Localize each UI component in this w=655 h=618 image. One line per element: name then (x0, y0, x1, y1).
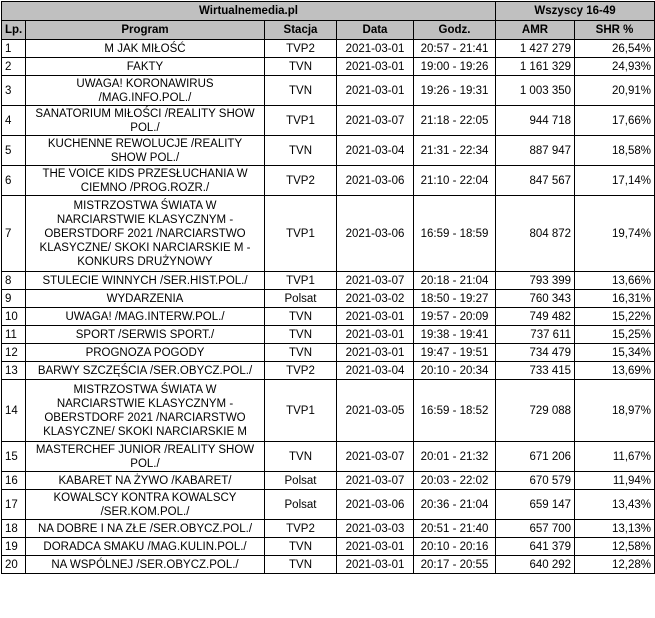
row-lp: 16 (2, 472, 26, 490)
row-lp: 14 (2, 380, 26, 442)
row-date: 2021-03-01 (337, 40, 414, 58)
row-shr: 12,58% (575, 538, 655, 556)
row-lp: 20 (2, 556, 26, 574)
row-time: 20:03 - 22:02 (414, 472, 496, 490)
row-time: 19:47 - 19:51 (414, 344, 496, 362)
table-row (2, 490, 655, 520)
row-program: WYDARZENIA (26, 290, 265, 308)
row-station: TVP2 (265, 40, 337, 58)
row-lp: 18 (2, 520, 26, 538)
row-amr: 1 161 329 (496, 58, 575, 76)
col-time-header: Godz. (414, 21, 496, 40)
row-shr: 20,91% (575, 76, 655, 106)
row-program: UWAGA! KORONAWIRUS /MAG.INFO.POL./ (26, 76, 265, 106)
row-date: 2021-03-06 (337, 196, 414, 272)
row-amr: 640 292 (496, 556, 575, 574)
row-lp: 8 (2, 272, 26, 290)
row-program: KUCHENNE REWOLUCJE /REALITY SHOW POL./ (26, 136, 265, 166)
row-amr: 760 343 (496, 290, 575, 308)
row-time: 19:00 - 19:26 (414, 58, 496, 76)
row-program: KOWALSCY KONTRA KOWALSCY /SER.KOM.POL./ (26, 490, 265, 520)
table-row (2, 538, 655, 556)
row-station: TVN (265, 556, 337, 574)
source-header: Wirtualnemedia.pl (2, 2, 496, 21)
row-shr: 15,25% (575, 326, 655, 344)
row-shr: 18,58% (575, 136, 655, 166)
row-date: 2021-03-07 (337, 106, 414, 136)
row-date: 2021-03-01 (337, 538, 414, 556)
row-shr: 13,66% (575, 272, 655, 290)
row-date: 2021-03-01 (337, 76, 414, 106)
row-amr: 847 567 (496, 166, 575, 196)
row-lp: 5 (2, 136, 26, 166)
row-lp: 3 (2, 76, 26, 106)
row-shr: 26,54% (575, 40, 655, 58)
row-time: 16:59 - 18:59 (414, 196, 496, 272)
row-station: TVP1 (265, 380, 337, 442)
table-row (2, 272, 655, 290)
row-station: TVN (265, 538, 337, 556)
row-program: FAKTY (26, 58, 265, 76)
row-lp: 15 (2, 442, 26, 472)
row-program: NA WSPÓLNEJ /SER.OBYCZ.POL./ (26, 556, 265, 574)
row-amr: 737 611 (496, 326, 575, 344)
table-row (2, 166, 655, 196)
row-program: UWAGA! /MAG.INTERW.POL./ (26, 308, 265, 326)
row-amr: 793 399 (496, 272, 575, 290)
row-time: 20:57 - 21:41 (414, 40, 496, 58)
row-station: TVN (265, 76, 337, 106)
row-lp: 4 (2, 106, 26, 136)
row-program: MASTERCHEF JUNIOR /REALITY SHOW POL./ (26, 442, 265, 472)
row-station: TVN (265, 136, 337, 166)
row-amr: 734 479 (496, 344, 575, 362)
row-shr: 19,74% (575, 196, 655, 272)
row-date: 2021-03-06 (337, 490, 414, 520)
row-program: MISTRZOSTWA ŚWIATA W NARCIARSTWIE KLASYCZNYM - OBERSTDORF 2021 /NARCIARSTWO KLASYCZNE/ SKOKI NARCIARSKIE M - KONKURS DRUŻYNOWY (26, 196, 265, 272)
row-program: SPORT /SERWIS SPORT./ (26, 326, 265, 344)
row-station: TVP1 (265, 272, 337, 290)
col-date-header: Data (337, 21, 414, 40)
row-date: 2021-03-07 (337, 272, 414, 290)
col-amr-header: AMR (496, 21, 575, 40)
table-row (2, 106, 655, 136)
row-station: TVP1 (265, 196, 337, 272)
row-date: 2021-03-03 (337, 520, 414, 538)
row-time: 18:50 - 19:27 (414, 290, 496, 308)
row-lp: 19 (2, 538, 26, 556)
row-amr: 659 147 (496, 490, 575, 520)
table-row (2, 40, 655, 58)
col-program-header: Program (26, 21, 265, 40)
row-lp: 1 (2, 40, 26, 58)
row-program: THE VOICE KIDS PRZESŁUCHANIA W CIEMNO /PROG.ROZR./ (26, 166, 265, 196)
row-time: 20:36 - 21:04 (414, 490, 496, 520)
row-station: Polsat (265, 290, 337, 308)
row-station: TVP2 (265, 362, 337, 380)
row-date: 2021-03-05 (337, 380, 414, 442)
column-header-row (2, 21, 655, 40)
row-time: 20:01 - 21:32 (414, 442, 496, 472)
row-amr: 670 579 (496, 472, 575, 490)
row-date: 2021-03-01 (337, 326, 414, 344)
table-row (2, 326, 655, 344)
row-amr: 804 872 (496, 196, 575, 272)
row-amr: 887 947 (496, 136, 575, 166)
table-row (2, 76, 655, 106)
row-lp: 13 (2, 362, 26, 380)
row-amr: 1 003 350 (496, 76, 575, 106)
row-time: 21:31 - 22:34 (414, 136, 496, 166)
row-amr: 657 700 (496, 520, 575, 538)
row-amr: 641 379 (496, 538, 575, 556)
row-program: BARWY SZCZĘŚCIA /SER.OBYCZ.POL./ (26, 362, 265, 380)
row-shr: 18,97% (575, 380, 655, 442)
table-row (2, 344, 655, 362)
row-time: 19:38 - 19:41 (414, 326, 496, 344)
row-date: 2021-03-01 (337, 58, 414, 76)
row-lp: 11 (2, 326, 26, 344)
row-station: TVN (265, 326, 337, 344)
row-station: Polsat (265, 490, 337, 520)
row-lp: 2 (2, 58, 26, 76)
col-shr-header: SHR % (575, 21, 655, 40)
row-shr: 11,67% (575, 442, 655, 472)
table-row (2, 442, 655, 472)
table-row (2, 196, 655, 272)
table-row (2, 58, 655, 76)
row-time: 20:10 - 20:34 (414, 362, 496, 380)
row-date: 2021-03-04 (337, 362, 414, 380)
table-row (2, 556, 655, 574)
row-time: 16:59 - 18:52 (414, 380, 496, 442)
row-shr: 12,28% (575, 556, 655, 574)
row-shr: 13,43% (575, 490, 655, 520)
row-date: 2021-03-01 (337, 344, 414, 362)
table-row (2, 520, 655, 538)
row-program: M JAK MIŁOŚĆ (26, 40, 265, 58)
row-shr: 17,66% (575, 106, 655, 136)
row-shr: 11,94% (575, 472, 655, 490)
row-time: 20:18 - 21:04 (414, 272, 496, 290)
row-time: 21:18 - 22:05 (414, 106, 496, 136)
row-shr: 13,69% (575, 362, 655, 380)
row-lp: 12 (2, 344, 26, 362)
row-lp: 7 (2, 196, 26, 272)
row-program: STULECIE WINNYCH /SER.HIST.POL./ (26, 272, 265, 290)
row-amr: 733 415 (496, 362, 575, 380)
row-shr: 15,34% (575, 344, 655, 362)
row-date: 2021-03-04 (337, 136, 414, 166)
group-header: Wszyscy 16-49 (496, 2, 655, 21)
row-time: 20:17 - 20:55 (414, 556, 496, 574)
source-header-row (2, 2, 655, 21)
row-program: PROGNOZA POGODY (26, 344, 265, 362)
row-program: MISTRZOSTWA ŚWIATA W NARCIARSTWIE KLASYCZNYM - OBERSTDORF 2021 /NARCIARSTWO KLASYCZNE/ SKOKI NARCIARSKIE M (26, 380, 265, 442)
row-shr: 17,14% (575, 166, 655, 196)
row-lp: 10 (2, 308, 26, 326)
row-date: 2021-03-07 (337, 442, 414, 472)
table-row (2, 380, 655, 442)
row-date: 2021-03-07 (337, 472, 414, 490)
row-amr: 944 718 (496, 106, 575, 136)
table-row (2, 136, 655, 166)
row-station: Polsat (265, 472, 337, 490)
col-lp-header: Lp. (2, 21, 26, 40)
table-row (2, 472, 655, 490)
row-time: 20:51 - 21:40 (414, 520, 496, 538)
row-station: TVN (265, 308, 337, 326)
row-amr: 749 482 (496, 308, 575, 326)
row-shr: 15,22% (575, 308, 655, 326)
row-shr: 13,13% (575, 520, 655, 538)
row-date: 2021-03-06 (337, 166, 414, 196)
row-time: 21:10 - 22:04 (414, 166, 496, 196)
row-station: TVN (265, 442, 337, 472)
row-station: TVN (265, 58, 337, 76)
row-lp: 17 (2, 490, 26, 520)
ratings-table (1, 1, 655, 574)
row-lp: 6 (2, 166, 26, 196)
row-program: SANATORIUM MIŁOŚCI /REALITY SHOW POL./ (26, 106, 265, 136)
row-time: 20:10 - 20:16 (414, 538, 496, 556)
row-time: 19:26 - 19:31 (414, 76, 496, 106)
row-date: 2021-03-01 (337, 308, 414, 326)
row-program: KABARET NA ŻYWO /KABARET/ (26, 472, 265, 490)
table-row (2, 308, 655, 326)
ratings-rows (2, 40, 655, 574)
row-shr: 24,93% (575, 58, 655, 76)
table-row (2, 290, 655, 308)
row-lp: 9 (2, 290, 26, 308)
row-amr: 729 088 (496, 380, 575, 442)
row-program: DORADCA SMAKU /MAG.KULIN.POL./ (26, 538, 265, 556)
row-time: 19:57 - 20:09 (414, 308, 496, 326)
row-amr: 1 427 279 (496, 40, 575, 58)
row-station: TVN (265, 344, 337, 362)
row-station: TVP1 (265, 106, 337, 136)
row-program: NA DOBRE I NA ZŁE /SER.OBYCZ.POL./ (26, 520, 265, 538)
col-station-header: Stacja (265, 21, 337, 40)
table-row (2, 362, 655, 380)
row-station: TVP2 (265, 166, 337, 196)
row-date: 2021-03-02 (337, 290, 414, 308)
row-amr: 671 206 (496, 442, 575, 472)
row-shr: 16,31% (575, 290, 655, 308)
row-station: TVP2 (265, 520, 337, 538)
row-date: 2021-03-01 (337, 556, 414, 574)
